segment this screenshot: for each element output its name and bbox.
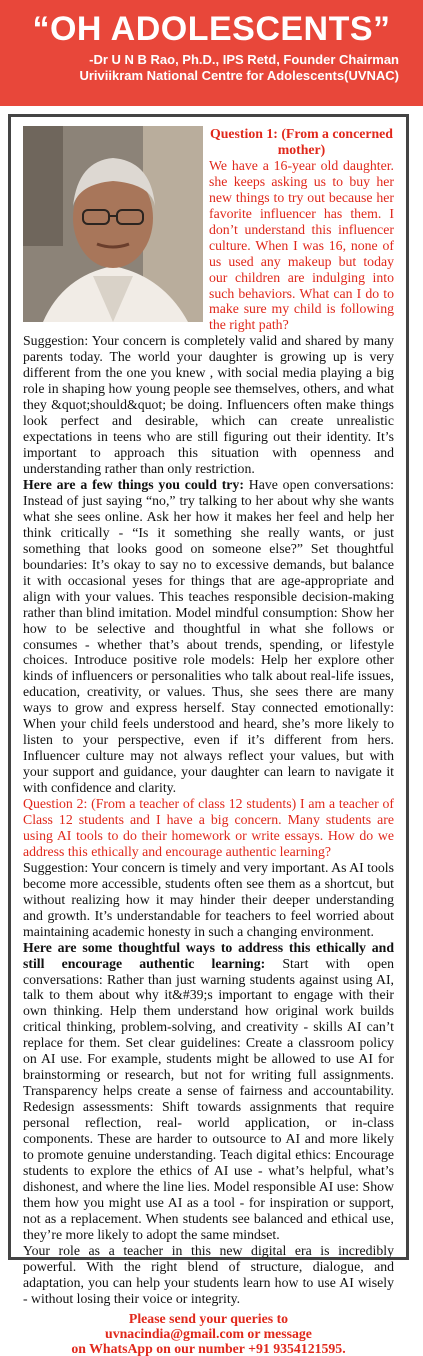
- portrait-photo: [23, 126, 203, 322]
- q1-question: We have a 16-year old daughter. she keeps asking us to buy her new things to try out because her favorite influencer has them. I don’t understand this influencer culture. When I was 16, none of us used any makeup but today our children are indulging into such behaviors. What can I do to make sure my child is following the right path?: [209, 157, 394, 333]
- author-line: -Dr U N B Rao, Ph.D., IPS Retd, Founder Chairman: [89, 52, 399, 67]
- organization-line: Uriviikram National Centre for Adolescents(UVNAC): [79, 68, 399, 83]
- page-title: “OH ADOLESCENTS”: [32, 10, 391, 48]
- q1-heading: Question 1: (From a concerned mother): [210, 126, 393, 157]
- q2-closing: Your role as a teacher in this new digital era is incredibly powerful. With the right blend of structure, dialogue, and adaptation, you can help your students learn how to use AI wisely - without losing their voice or integrity.: [23, 1242, 394, 1306]
- q2-tips-text: Start with open conversations: Rather than just warning students against using AI, talk to them about why it&#39;s important to engage with their own thinking. Help them understand how original work builds critical thinking, problem-solving, and creativity - skills AI can’t replace for them. Set clear guidelines: Create a classroom policy on AI use. For example, students might be allowed to use AI for brainstorming or research, but not for writing full assignments. Transparency helps create a sense of fairness and accountability. Redesign assessments: Shift towards assignments that require personal reflection, real- world application, or in-class components. These are harder to outsource to AI and more likely to promote genuine understanding. Teach digital ethics: Encourage students to explore the ethics of AI use - what’s helpful, what’s dishonest, and where the line lies. Model responsible AI use: Show them how you might use AI as a tool - for inspiration or support, not as a replacement. When students see balanced and ethical use, they’re more likely to adopt the same mindset.: [23, 955, 394, 1242]
- q2-answer-intro: Suggestion: Your concern is timely and very important. As AI tools become more accessible, students often see them as a shortcut, but without realizing how it may hinder their deeper understanding and growth. It’s understandable for teachers to feel worried about maintaining academic honesty in such a changing environment.: [23, 859, 394, 939]
- q2-tips: [23, 940, 394, 1243]
- q1-tips-text: Have open conversations: Instead of just saying “no,” try talking to her about why she wants what she sees online. Ask her how it makes her feel and help her think critically - “Is it something she really wants, or just something that looks good on someone else?” Set thoughtful boundaries: It’s okay to say no to excessive demands, but balance it with occasional yeses for things that are age-appropriate and align with your values. This teaches responsible decision-making rather than blind imitation. Model mindful consumption: Show her how to be selective and thoughtful in what she follows or consumes - whether that’s about trends, spending, or lifestyle choices. Introduce positive role models: Help her explore other kinds of influencers or personalities who talk about real-life issues, education, creativity, or values. Thus, she sees there are many ways to grow and express herself. Stay connected emotionally: When your child feels understood and heard, she’s more likely to listen to your perspective, even if it’s different from hers. Influencer culture may not always reflect your values, but with your support and guidance, your daughter can learn to navigate it with confidence and clarity.: [23, 476, 394, 796]
- article-box: [8, 114, 409, 1356]
- q2-tips-label: Here are some thoughtful ways to address this ethically and still encourage authentic learning:: [23, 939, 394, 971]
- footer-line-2[interactable]: uvnacindia@gmail.com or message: [105, 1325, 312, 1341]
- footer-line-1: Please send your queries to: [128, 1310, 289, 1326]
- portrait-icon: [23, 126, 203, 322]
- contact-footer: [23, 1311, 394, 1356]
- q1-answer-intro: Suggestion: Your concern is completely valid and shared by many parents today. The world your daughter is growing up is very different from the one you knew , with social media playing a big role in shaping how young people see themselves, others, and what they &quot;should&quot; be doing. Influencers often make things look perfect and desirable, which can create unrealistic expectations in teens who are still figuring out their identity. It’s important to approach this situation with openness and understanding rather than only restriction.: [23, 333, 394, 477]
- q2-question: Question 2: (From a teacher of class 12 students) I am a teacher of Class 12 students and I have a big concern. Many students are using AI tools to do their homework or write essays. How do we address this ethically and encourage authentic learning?: [23, 796, 394, 859]
- footer-line-3: on WhatsApp on our number +91 9354121595.: [71, 1340, 346, 1356]
- header-banner: [0, 0, 423, 106]
- q1-tips: [23, 477, 394, 796]
- q1-tips-label: Here are a few things you could try:: [23, 476, 244, 492]
